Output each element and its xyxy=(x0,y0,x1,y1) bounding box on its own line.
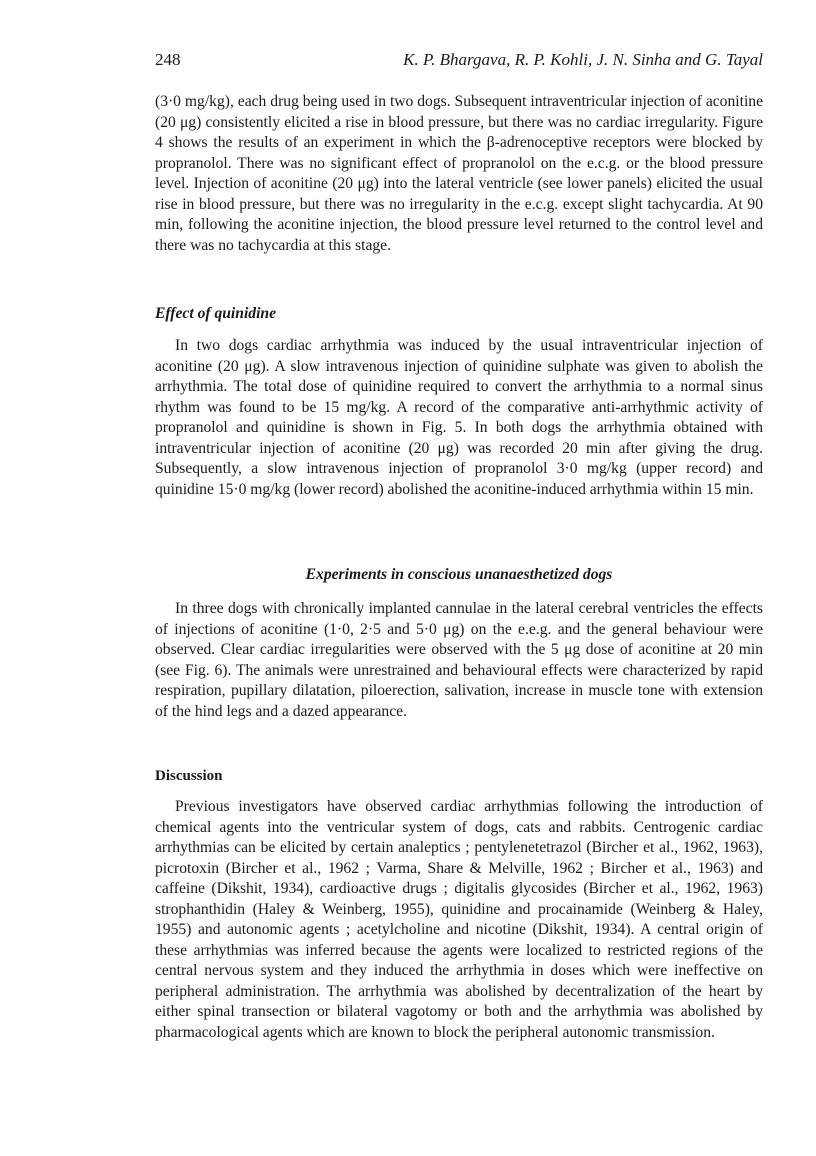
heading-effect-of-quinidine: Effect of quinidine xyxy=(155,305,276,322)
paragraph-beta-blockade: (3·0 mg/kg), each drug being used in two dogs. Subsequent intraventricular injection of aconitine (20 μg) consistently elicited a rise in blood pressure, but there was no cardiac irregularity. Figure 4 shows the results of an experiment in which the β-adrenoceptive receptors were blocked by propranolol. There was no significant effect of propranolol on the e.c.g. or the blood pressure level. Injection of aconitine (20 μg) into the lateral ventricle (see lower panels) elicited the usual rise in blood pressure, but there was no irregularity in the e.c.g. except slight tachycardia. At 90 min, following the aconitine injection, the blood pressure level returned to the control level and there was no tachycardia at this stage. xyxy=(155,93,763,254)
heading-discussion: Discussion xyxy=(155,768,223,784)
running-head-authors: K. P. Bhargava, R. P. Kohli, J. N. Sinha and G. Tayal xyxy=(403,50,763,69)
running-head xyxy=(155,50,763,74)
page-number: 248 xyxy=(155,50,181,69)
paragraph-conscious-dogs: In three dogs with chronically implanted cannulae in the lateral cerebral ventricles the effects of injections of aconitine (1·0, 2·5 and 5·0 μg) on the e.e.g. and the general behaviour were observed. Clear cardiac irregularities were observed with the 5 μg dose of aconitine at 20 min (see Fig. 6). The animals were unrestrained and behavioural effects were characterized by rapid respiration, pupillary dilatation, piloerection, salivation, increase in muscle tone with extension of the hind legs and a dazed appearance. xyxy=(155,600,763,720)
paragraph-quinidine: In two dogs cardiac arrhythmia was induced by the usual intraventricular injection of aconitine (20 μg). A slow intravenous injection of quinidine sulphate was given to abolish the arrhythmia. The total dose of quinidine required to convert the arrhythmia to a normal sinus rhythm was found to be 15 mg/kg. A record of the comparative anti-arrhythmic activity of propranolol and quinidine is shown in Fig. 5. In both dogs the arrhythmia obtained with intraventricular injection of aconitine (20 μg) was recorded 20 min after giving the drug. Subsequently, a slow intravenous injection of propranolol 3·0 mg/kg (upper record) and quinidine 15·0 mg/kg (lower record) abolished the aconitine-induced arrhythmia within 15 min. xyxy=(155,337,763,498)
heading-conscious-dogs: Experiments in conscious unanaesthetized dogs xyxy=(305,566,613,583)
paragraph-discussion: Previous investigators have observed cardiac arrhythmias following the introduction of chemical agents into the ventricular system of dogs, cats and rabbits. Centrogenic cardiac arrhythmias can be elicited by certain analeptics ; pentylenetetrazol (Bircher et al., 1962, 1963), picrotoxin (Bircher et al., 1962 ; Varma, Share & Melville, 1962 ; Bircher et al., 1963) and caffeine (Dikshit, 1934), cardioactive drugs ; digitalis glycosides (Bircher et al., 1962, 1963) strophanthidin (Haley & Weinberg, 1955), quinidine and procainamide (Weinberg & Haley, 1955) and autonomic agents ; acetylcholine and nicotine (Dikshit, 1934). A central origin of these arrhythmias was inferred because the agents were localized to restricted regions of the central nervous system and they induced the arrhythmia in doses which were ineffective on peripheral administration. The arrhythmia was abolished by decentralization of the heart by either spinal transection or bilateral vagotomy or both and the arrhythmia was abolished by pharmacological agents which are known to block the peripheral autonomic transmission. xyxy=(155,798,763,1041)
